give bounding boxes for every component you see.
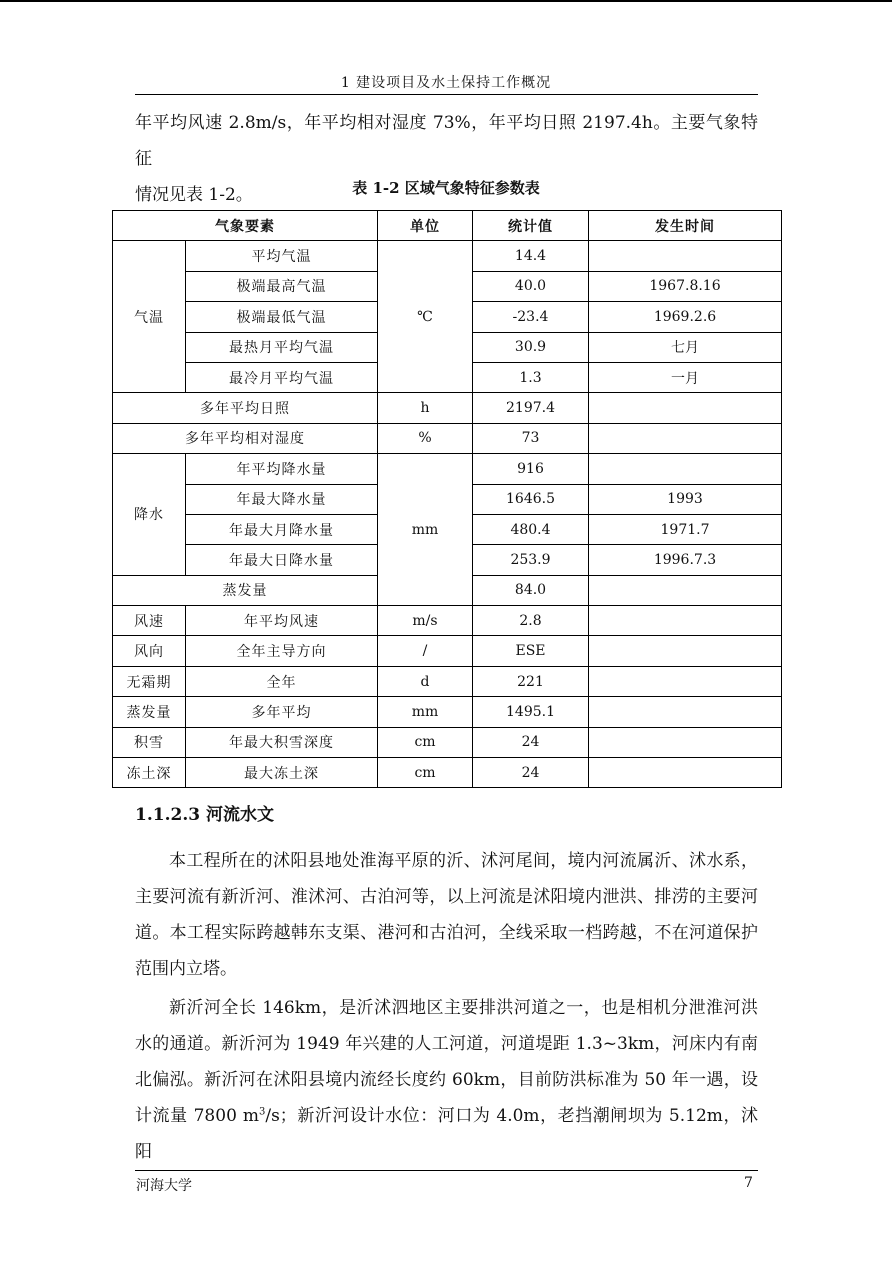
unit-cell: mm: [378, 697, 473, 727]
unit-cell: ℃: [378, 241, 473, 393]
river-paragraph-1: 本工程所在的沭阳县地处淮海平原的沂、沭河尾间，境内河流属沂、沭水系，主要河流有新沂河、淮沭河、古泊河等，以上河流是沭阳境内泄洪、排涝的主要河道。本工程实际跨越韩东支渠、港河和古泊河，全线采取一档跨越，不在河道保护范围内立塔。: [135, 851, 758, 979]
item-cell: 多年平均: [186, 697, 378, 727]
table-header-row: [113, 211, 782, 241]
page-number: 7: [744, 1175, 753, 1191]
time-cell: 1993: [589, 484, 782, 514]
time-cell: 1967.8.16: [589, 271, 782, 301]
river-paragraph-2: [135, 990, 758, 1170]
header-rule: [135, 94, 758, 95]
river-paragraph-2-text-a: 新沂河全长 146km，是沂沭泗地区主要排洪河道之一，也是相机分泄淮河洪水的通道。新沂河为 1949 年兴建的人工河道，河道堤距 1.3~3km，河床内有南北偏泓。新沂河在沭阳县境内流经长度约 60km，目前防洪标准为 50 年一遇，设计流量 7800 m: [135, 998, 758, 1126]
table-row: [113, 636, 782, 666]
table-caption: 表 1-2 区域气象特征参数表: [352, 179, 540, 197]
item-cell: 全年: [186, 666, 378, 696]
time-cell: [589, 697, 782, 727]
unit-cell: cm: [378, 758, 473, 788]
table-row: [113, 241, 782, 271]
header-time: 发生时间: [589, 211, 782, 241]
group-temperature: 气温: [113, 241, 186, 393]
time-cell: [589, 666, 782, 696]
value-cell: 1646.5: [473, 484, 589, 514]
value-cell: 14.4: [473, 241, 589, 271]
time-cell: 一月: [589, 362, 782, 392]
value-cell: 84.0: [473, 575, 589, 605]
value-cell: 916: [473, 454, 589, 484]
time-cell: [589, 758, 782, 788]
item-cell: 全年主导方向: [186, 636, 378, 666]
cubic-superscript: 3: [258, 1106, 266, 1118]
item-cell: 年平均风速: [186, 606, 378, 636]
item-cell: 年最大降水量: [186, 484, 378, 514]
value-cell: 1.3: [473, 362, 589, 392]
header-element: 气象要素: [113, 211, 378, 241]
unit-cell: /: [378, 636, 473, 666]
time-cell: [589, 727, 782, 757]
unit-cell: cm: [378, 727, 473, 757]
time-cell: [589, 636, 782, 666]
value-cell: 2.8: [473, 606, 589, 636]
footer-rule: [135, 1170, 758, 1171]
table-row: [113, 606, 782, 636]
time-cell: [589, 575, 782, 605]
top-border: [0, 0, 892, 2]
time-cell: [589, 606, 782, 636]
item-cell: 多年平均日照: [113, 393, 378, 423]
item-cell: 多年平均相对湿度: [113, 423, 378, 453]
time-cell: [589, 454, 782, 484]
header-unit: 单位: [378, 211, 473, 241]
group-cell: 风速: [113, 606, 186, 636]
header-value: 统计值: [473, 211, 589, 241]
value-cell: -23.4: [473, 302, 589, 332]
table-row: [113, 697, 782, 727]
value-cell: ESE: [473, 636, 589, 666]
time-cell: 1996.7.3: [589, 545, 782, 575]
item-cell: 年最大积雪深度: [186, 727, 378, 757]
group-cell: 积雪: [113, 727, 186, 757]
table-row: [113, 758, 782, 788]
item-cell: 极端最低气温: [186, 302, 378, 332]
item-cell: 年最大月降水量: [186, 514, 378, 544]
unit-cell: h: [378, 393, 473, 423]
unit-cell: mm: [378, 454, 473, 606]
unit-cell: m/s: [378, 606, 473, 636]
river-paragraph-2-text-b: /s；新沂河设计水位：河口为 4.0m，老挡潮闸坝为 5.12m，沭阳: [135, 1106, 758, 1162]
table-row: [113, 454, 782, 484]
group-precipitation: 降水: [113, 454, 186, 576]
time-cell: [589, 423, 782, 453]
value-cell: 40.0: [473, 271, 589, 301]
value-cell: 1495.1: [473, 697, 589, 727]
unit-cell: d: [378, 666, 473, 696]
value-cell: 30.9: [473, 332, 589, 362]
group-cell: 无霜期: [113, 666, 186, 696]
climate-table: [112, 210, 782, 788]
table-row: [113, 393, 782, 423]
item-cell: 平均气温: [186, 241, 378, 271]
intro-line-1: 年平均风速 2.8m/s，年平均相对湿度 73%，年平均日照 2197.4h。主要气象特征: [135, 113, 758, 169]
value-cell: 480.4: [473, 514, 589, 544]
group-cell: 冻土深: [113, 758, 186, 788]
value-cell: 2197.4: [473, 393, 589, 423]
time-cell: [589, 241, 782, 271]
group-cell: 风向: [113, 636, 186, 666]
item-cell: 最冷月平均气温: [186, 362, 378, 392]
item-cell: 最大冻土深: [186, 758, 378, 788]
item-cell: 极端最高气温: [186, 271, 378, 301]
item-cell: 最热月平均气温: [186, 332, 378, 362]
intro-line-2: 情况见表 1-2。: [135, 185, 253, 205]
running-header: 1 建设项目及水土保持工作概况: [340, 75, 552, 91]
value-cell: 24: [473, 758, 589, 788]
value-cell: 221: [473, 666, 589, 696]
table-row: [113, 727, 782, 757]
table-row: [113, 666, 782, 696]
footer-institution: 河海大学: [136, 1178, 192, 1194]
item-cell: 年最大日降水量: [186, 545, 378, 575]
item-cell: 年平均降水量: [186, 454, 378, 484]
value-cell: 24: [473, 727, 589, 757]
time-cell: 1971.7: [589, 514, 782, 544]
value-cell: 73: [473, 423, 589, 453]
item-cell: 蒸发量: [113, 575, 378, 605]
value-cell: 253.9: [473, 545, 589, 575]
time-cell: 1969.2.6: [589, 302, 782, 332]
unit-cell: %: [378, 423, 473, 453]
table-row: [113, 423, 782, 453]
group-cell: 蒸发量: [113, 697, 186, 727]
section-heading: 1.1.2.3 河流水文: [135, 805, 274, 825]
time-cell: [589, 393, 782, 423]
time-cell: 七月: [589, 332, 782, 362]
